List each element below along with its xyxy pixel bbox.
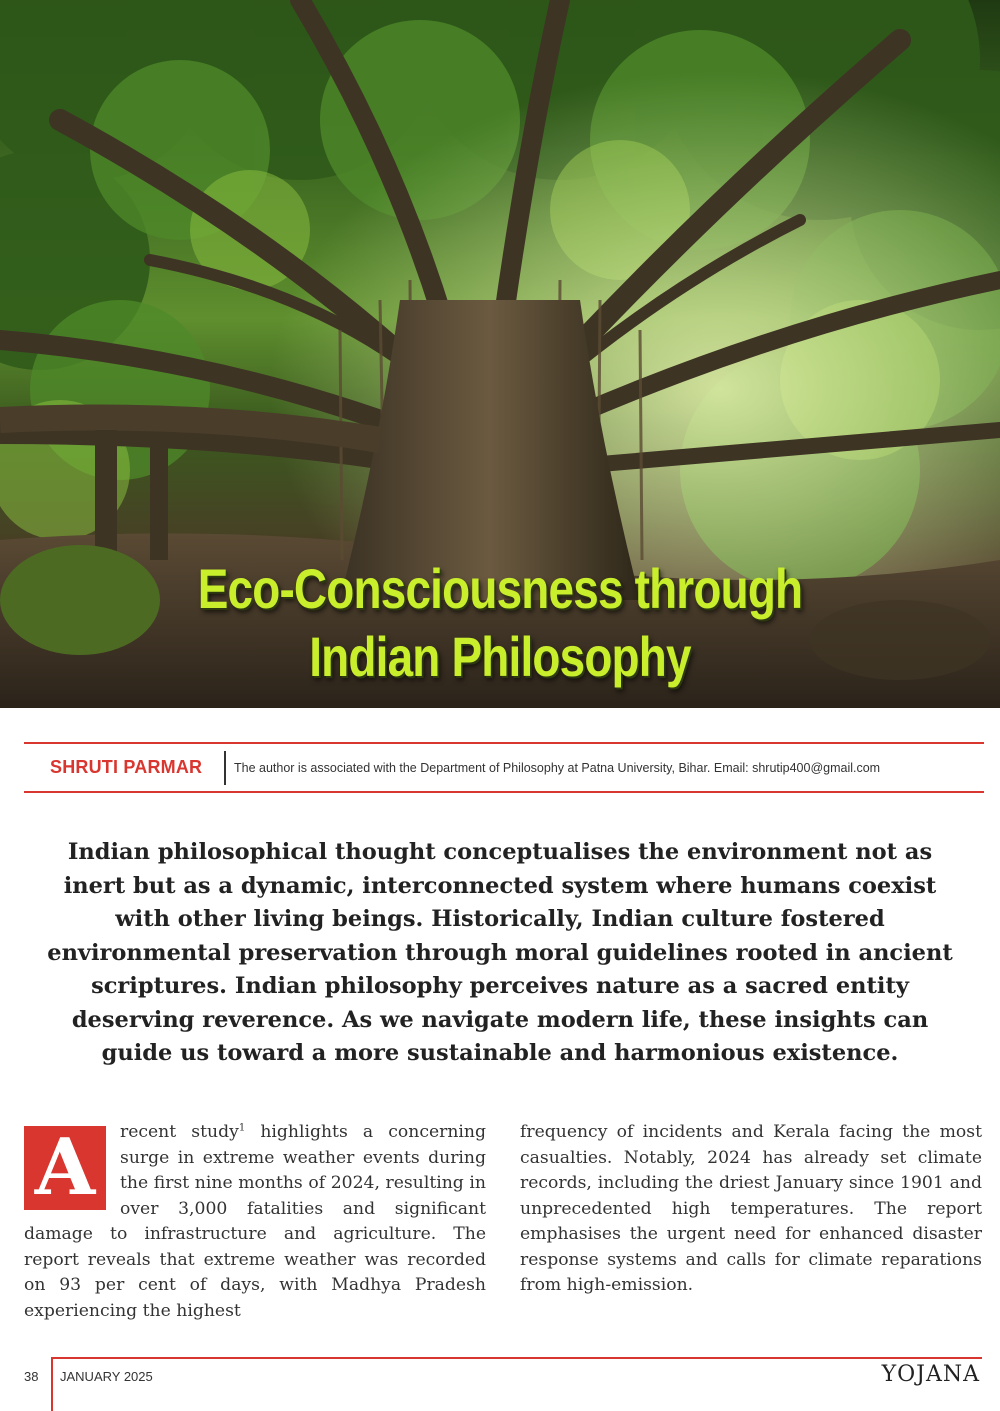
byline-divider (224, 751, 226, 785)
byline-bottom-rule (24, 791, 984, 793)
drop-cap: A (24, 1126, 106, 1210)
article-title-line-2: Indian Philosophy (309, 625, 691, 688)
author-name: SHRUTI PARMAR (50, 757, 203, 777)
body-column-1 (24, 1120, 486, 1324)
body-text-start: recent study (120, 1122, 239, 1142)
footnote-reference[interactable]: 1 (238, 1122, 246, 1134)
body-text-continued: highlights a concerning surge in extreme weather events during the first nine months of 2024, resulting in over 3,000 fatalities and significant damage to infrastructure and agriculture. The report reveals that extreme weather was recorded on 93 per cent of days, with Madhya Pradesh experiencing the highest (24, 1122, 487, 1321)
body-column-2: frequency of incidents and Kerala facing the most casualties. Notably, 2024 has already set climate records, including the driest January since 1901 and unprecedented high temperatures. The report emphasises the urgent need for enhanced disaster response systems and calls for climate reparations from high-emission. (520, 1122, 982, 1295)
byline-top-rule (24, 742, 984, 744)
footer-divider (51, 1357, 53, 1411)
page-number: 38 (24, 1369, 39, 1384)
byline (24, 747, 984, 785)
article-title-line-1: Eco-Consciousness through (197, 557, 803, 620)
author-affiliation: The author is associated with the Department of Philosophy at Patna University, Bihar. Email: shrutip400@gmail.com (234, 761, 881, 775)
article-abstract: Indian philosophical thought conceptualises the environment not as inert but as a dynamic, interconnected system where humans coexist with other living beings. Historically, Indian culture fostered environmental preservation through moral guidelines rooted in ancient scriptures. Indian philosophy perceives nature as a sacred entity deserving reverence. As we navigate modern life, these insights can guide us toward a more sustainable and harmonious existence. (47, 839, 953, 1066)
issue-date: JANUARY 2025 (60, 1369, 153, 1384)
magazine-name: YOJANA (881, 1362, 980, 1387)
footer-rule (52, 1357, 982, 1359)
